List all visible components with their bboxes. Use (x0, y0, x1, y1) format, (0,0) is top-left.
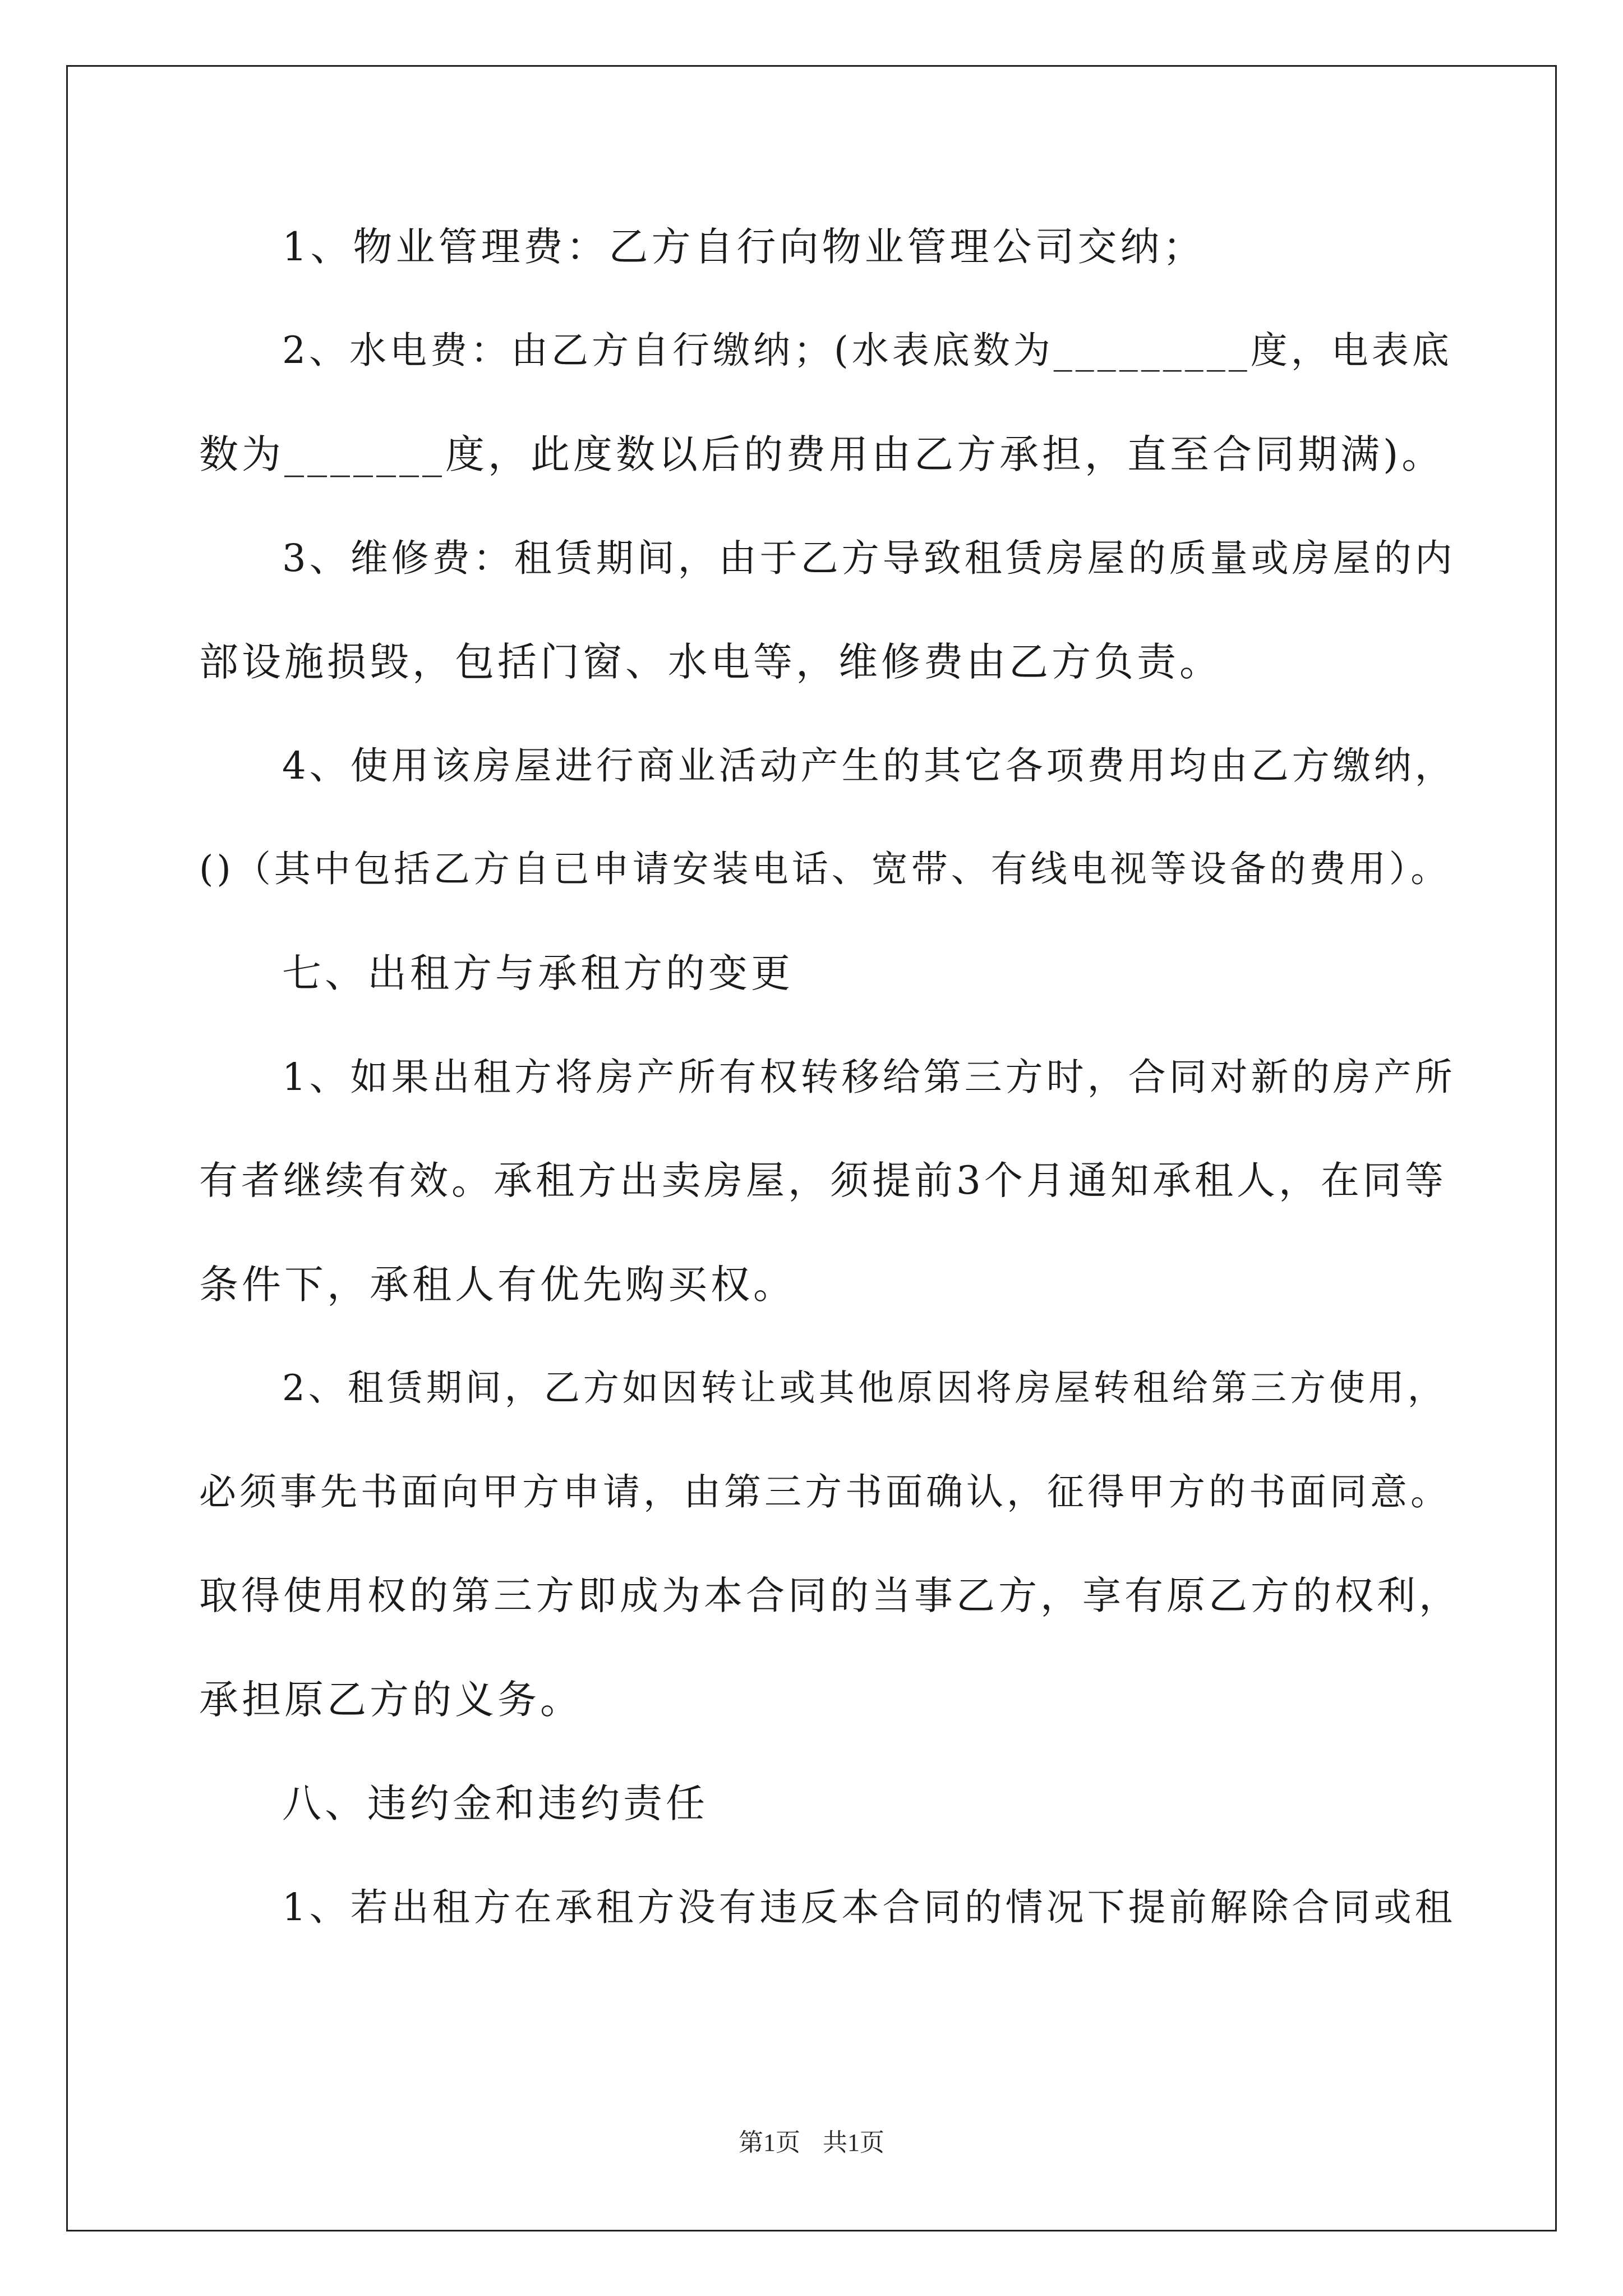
paragraph-line: 3、维修费：租赁期间，由于乙方导致租赁房屋的质量或房屋的内 (282, 536, 1456, 580)
paragraph-line: 2、水电费：由乙方自行缴纳；(水表底数为_________度，电表底 (282, 329, 1453, 372)
paragraph-line: 承担原乙方的义务。 (199, 1677, 583, 1723)
paragraph-line: 1、若出租方在承租方没有违反本合同的情况下提前解除合同或租 (282, 1885, 1456, 1929)
page-footer (0, 2126, 1623, 2160)
paragraph-line: 必须事先书面向甲方申请，由第三方书面确认，征得甲方的书面同意。 (199, 1470, 1451, 1513)
section-heading: 七、出租方与承租方的变更 (282, 950, 794, 996)
paragraph-line: 条件下，承租人有优先购买权。 (199, 1262, 796, 1308)
paragraph-line: ()（其中包括乙方自已申请安装电话、宽带、有线电视等设备的费用）。 (199, 848, 1451, 890)
paragraph-line: 2、租赁期间，乙方如因转让或其他原因将房屋转租给第三方使用， (282, 1368, 1447, 1409)
paragraph-line: 部设施损毁，包括门窗、水电等，维修费由乙方负责。 (199, 639, 1222, 685)
paragraph-line: 1、物业管理费：乙方自行向物业管理公司交纳； (282, 224, 1206, 270)
section-heading: 八、违约金和违约责任 (282, 1780, 708, 1826)
paragraph-line: 数为_______度，此度数以后的费用由乙方承担，直至合同期满)。 (199, 431, 1445, 477)
paragraph-line: 4、使用该房屋进行商业活动产生的其它各项费用均由乙方缴纳， (282, 744, 1456, 788)
paragraph-line: 1、如果出租方将房产所有权转移给第三方时，合同对新的房产所 (282, 1055, 1456, 1099)
page-number-total: 共1页 (823, 2129, 884, 2156)
paragraph-line: 有者继续有效。承租方出卖房屋，须提前3个月通知承租人，在同等 (199, 1158, 1447, 1203)
page-number-current: 第1页 (739, 2129, 800, 2156)
paragraph-line: 取得使用权的第三方即成为本合同的当事乙方，享有原乙方的权利， (199, 1573, 1461, 1618)
